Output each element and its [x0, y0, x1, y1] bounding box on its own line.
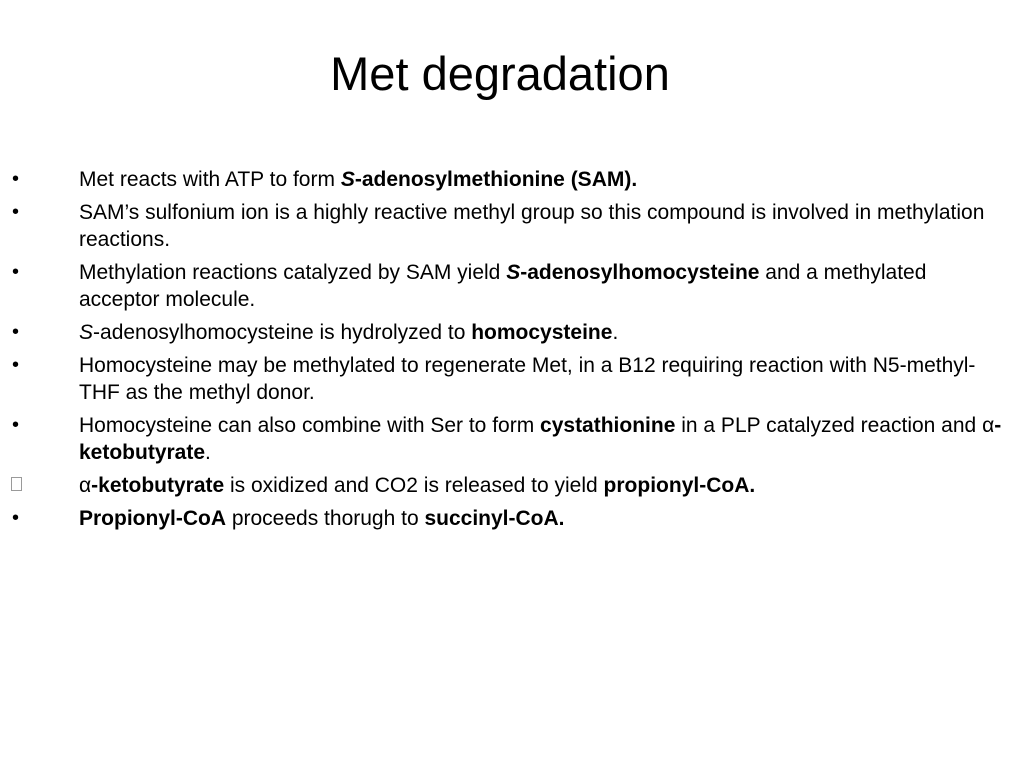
- bullet-item-7: [0, 472, 1024, 499]
- bullet-marker: •: [12, 414, 20, 436]
- text-run: Met reacts with ATP to form: [79, 168, 341, 191]
- bullet-text: [79, 354, 975, 404]
- bullet-list: [0, 166, 1024, 538]
- text-run: proceeds thorugh to: [226, 507, 425, 530]
- text-run: -adenosylhomocysteine is hydrolyzed to: [93, 321, 472, 344]
- bullet-item-3: [0, 259, 1024, 313]
- text-run-bold: Propionyl-CoA: [79, 507, 226, 530]
- bullet-text: [79, 321, 618, 344]
- bullet-marker: •: [12, 261, 20, 283]
- text-run: Homocysteine may be methylated to regenerate Met, in a B12 requiring reaction with N5-methyl-THF as the methyl donor.: [79, 354, 976, 404]
- bullet-item-8: [0, 505, 1024, 532]
- text-run: Methylation reactions catalyzed by SAM yield: [79, 261, 507, 284]
- alpha-symbol: α: [982, 414, 995, 437]
- bullet-item-1: [0, 166, 1024, 193]
- text-run: Homocysteine can also combine with Ser to form: [79, 414, 541, 437]
- slide-title: Met degradation: [330, 47, 670, 100]
- text-run-bold: -ketobutyrate: [79, 414, 1002, 464]
- text-run: is oxidized and CO2 is released to yield: [224, 474, 604, 497]
- bullet-marker: •: [12, 354, 20, 376]
- text-run-italic: S: [79, 321, 94, 344]
- bullet-text: [79, 474, 755, 497]
- text-run: .: [612, 321, 619, 344]
- bullet-item-6: [0, 412, 1024, 466]
- text-run-bold: succinyl-CoA.: [424, 507, 565, 530]
- text-run: .: [205, 441, 211, 464]
- text-run-bold: cystathionine: [540, 414, 676, 437]
- text-run: in a PLP catalyzed reaction and: [675, 414, 983, 437]
- text-run: SAM’s sulfonium ion is a highly reactive methyl group so this compound is involved in methylation reactions.: [79, 201, 985, 251]
- bullet-text: [79, 414, 1001, 464]
- bullet-item-4: [0, 319, 1024, 346]
- bullet-marker: •: [12, 321, 20, 343]
- bullet-marker: •: [12, 168, 20, 190]
- text-run-bold: -ketobutyrate: [91, 474, 225, 497]
- missing-glyph-box-icon: [11, 477, 22, 491]
- text-run-bold: propionyl-CoA.: [603, 474, 756, 497]
- bullet-item-5: [0, 352, 1024, 406]
- bullet-text: [79, 201, 984, 251]
- bullet-text: [79, 507, 565, 530]
- text-run-bold: -adenosylmethionine (SAM).: [354, 168, 638, 191]
- bullet-marker: •: [12, 507, 20, 529]
- bullet-text: [79, 261, 926, 311]
- text-run-bold-italic: S: [340, 168, 355, 191]
- text-run-bold: homocysteine: [471, 321, 613, 344]
- bullet-text: [79, 168, 637, 191]
- text-run: and a methylated acceptor molecule.: [79, 261, 927, 311]
- alpha-symbol: α: [79, 474, 92, 497]
- text-run-bold-italic: S: [506, 261, 521, 284]
- text-run-bold: -adenosylhomocysteine: [520, 261, 760, 284]
- bullet-item-2: [0, 199, 1024, 253]
- bullet-marker: •: [12, 201, 20, 223]
